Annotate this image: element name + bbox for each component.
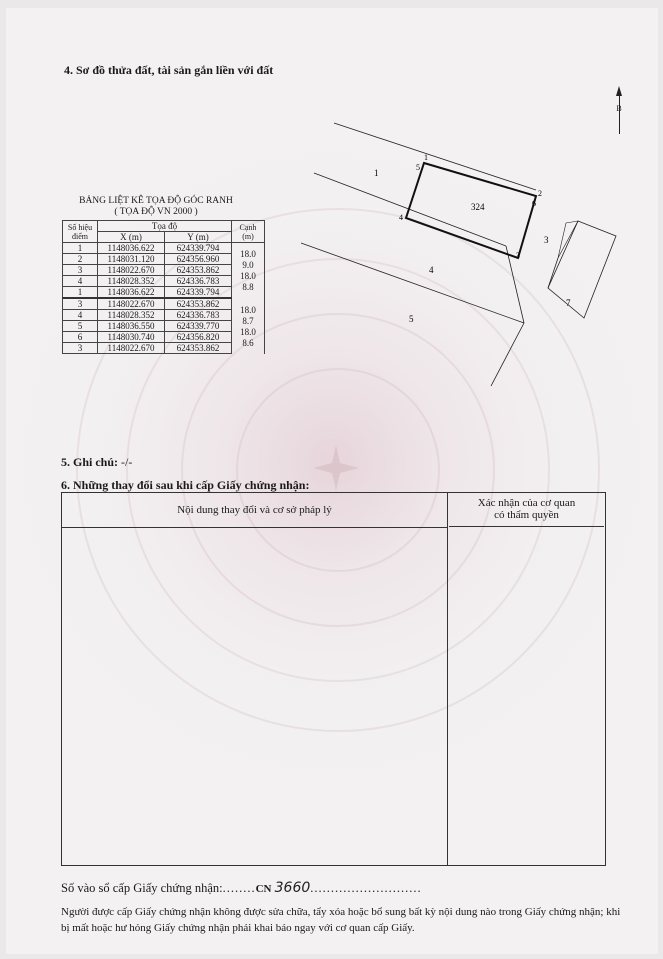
coord-cell-x: 1148036.622 bbox=[98, 287, 165, 299]
header-point: Số hiệu điểm bbox=[63, 221, 98, 243]
certificate-page bbox=[6, 8, 658, 954]
coord-cell-p: 2 bbox=[63, 254, 98, 265]
coord-cell-y: 624353.862 bbox=[165, 343, 232, 354]
registry-number-handwritten: 3660 bbox=[274, 880, 311, 896]
coord-cell-y: 624353.862 bbox=[165, 298, 232, 310]
coord-cell-x: 1148036.622 bbox=[98, 243, 165, 254]
coord-cell-p: 3 bbox=[63, 343, 98, 354]
header-edge: Cạnh (m) bbox=[232, 221, 265, 243]
coord-cell-x: 1148030.740 bbox=[98, 332, 165, 343]
coord-cell-y: 624336.783 bbox=[165, 310, 232, 321]
coord-edge-cell: 8.8 bbox=[232, 282, 265, 294]
coord-row bbox=[63, 287, 265, 299]
section-6-title: 6. Những thay đổi sau khi cấp Giấy chứng nhận: bbox=[61, 478, 310, 492]
coord-cell-p: 3 bbox=[63, 265, 98, 276]
header-x: X (m) bbox=[98, 232, 165, 243]
parcel-id-label: 324 bbox=[471, 202, 485, 212]
coord-cell-p: 1 bbox=[63, 243, 98, 254]
header-y: Y (m) bbox=[165, 232, 232, 243]
parcel-map bbox=[266, 118, 626, 388]
header-coord: Tọa độ bbox=[98, 221, 232, 232]
coord-cell-p: 4 bbox=[63, 276, 98, 287]
coord-cell-x: 1148022.670 bbox=[98, 298, 165, 310]
changes-content-column bbox=[62, 493, 448, 865]
coord-cell-x: 1148036.550 bbox=[98, 321, 165, 332]
coord-cell-y: 624339.794 bbox=[165, 243, 232, 254]
corner-label: 1 bbox=[424, 153, 428, 162]
neighbor-label: 5 bbox=[409, 314, 414, 324]
neighbor-label: 3 bbox=[544, 235, 549, 245]
corner-label: 4 bbox=[399, 213, 403, 222]
corner-label: 2 bbox=[538, 189, 542, 198]
coord-cell-p: 1 bbox=[63, 287, 98, 299]
footer-note: Người được cấp Giấy chứng nhận không được sửa chữa, tẩy xóa hoặc bổ sung bất kỳ nội dung nào trong Giấy chứng nhận; khi bị mất hoặc hư hỏng Giấy chứng nhận phải khai báo ngay với cơ quan cấp Giấy. bbox=[61, 906, 621, 934]
coord-cell-y: 624336.783 bbox=[165, 276, 232, 287]
coord-cell-x: 1148031.120 bbox=[98, 254, 165, 265]
coord-edge-cell: 18.0 bbox=[232, 249, 265, 260]
coord-edge-cell: 18.0 bbox=[232, 327, 265, 338]
coord-cell-y: 624339.794 bbox=[165, 287, 232, 299]
changes-table bbox=[61, 492, 606, 866]
neighbor-label: 4 bbox=[429, 265, 434, 275]
corner-label: 3 bbox=[516, 251, 520, 260]
coord-cell-p: 6 bbox=[63, 332, 98, 343]
coord-cell-p: 5 bbox=[63, 321, 98, 332]
coord-cell-x: 1148022.670 bbox=[98, 343, 165, 354]
coord-row bbox=[63, 343, 265, 354]
coord-cell-x: 1148022.670 bbox=[98, 265, 165, 276]
watermark-star-icon bbox=[311, 443, 361, 493]
coord-cell-x: 1148028.352 bbox=[98, 276, 165, 287]
coord-cell-y: 624356.960 bbox=[165, 254, 232, 265]
coord-cell-y: 624356.820 bbox=[165, 332, 232, 343]
changes-col1-header: Nội dung thay đổi và cơ sở pháp lý bbox=[62, 493, 447, 528]
coord-edge-cell: 18.0 bbox=[232, 305, 265, 316]
section-4-title: 4. Sơ đồ thửa đất, tài sản gắn liền với đất bbox=[64, 63, 274, 77]
neighbor-label: 1 bbox=[374, 168, 379, 178]
coord-cell-p: 3 bbox=[63, 298, 98, 310]
coord-edge-cell: 8.6 bbox=[232, 338, 265, 349]
coord-edge-cell: 18.0 bbox=[232, 271, 265, 282]
changes-col2-header: Xác nhận của cơ quan có thẩm quyền bbox=[449, 493, 604, 527]
coord-cell-p: 4 bbox=[63, 310, 98, 321]
coord-edge-cell: 8.7 bbox=[232, 316, 265, 327]
north-label: B bbox=[616, 104, 622, 113]
coord-cell-x: 1148028.352 bbox=[98, 310, 165, 321]
coord-edge-cell: 9.0 bbox=[232, 260, 265, 271]
corner-label: 5 bbox=[416, 163, 420, 172]
coord-table bbox=[62, 220, 265, 354]
section-5: 5. Ghi chú: -/- bbox=[61, 455, 133, 469]
corner-label: 6 bbox=[532, 199, 536, 208]
coord-cell-y: 624353.862 bbox=[165, 265, 232, 276]
coord-table-title: BẢNG LIỆT KÊ TỌA ĐỘ GÓC RANH ( TỌA ĐỘ VN 2000 ) bbox=[79, 196, 233, 217]
registry-line: Số vào sổ cấp Giấy chứng nhận:........CN 3660........................... bbox=[61, 880, 422, 896]
coord-cell-y: 624339.770 bbox=[165, 321, 232, 332]
neighbor-label: 7 bbox=[566, 298, 571, 308]
